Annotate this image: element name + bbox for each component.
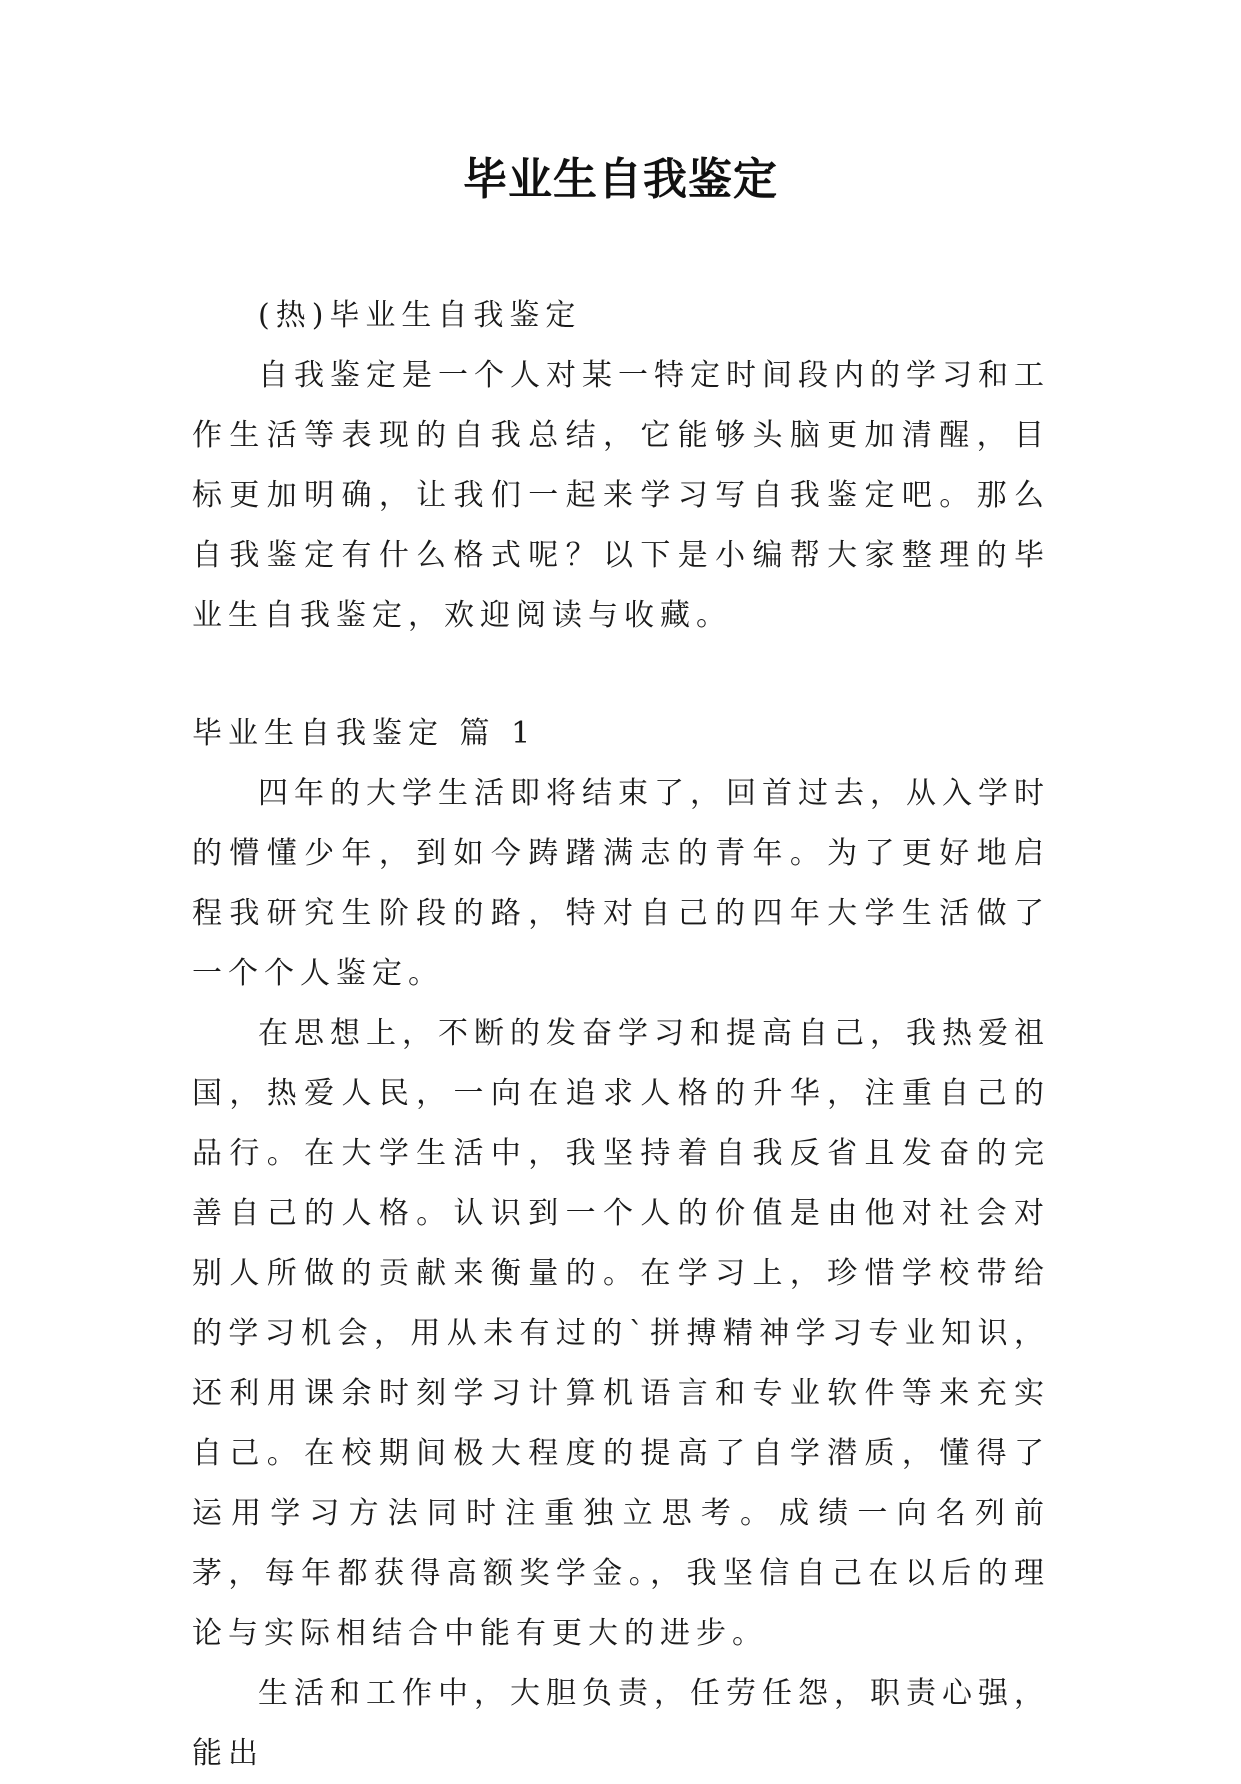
section-heading: 毕业生自我鉴定 篇 1 bbox=[192, 716, 537, 751]
section-paragraph: 在思想上，不断的发奋学习和提高自己，我热爱祖国，热爱人民，一向在追求人格的升华，注重自己的品行。在大学生活中，我坚持着自我反省且发奋的完善自己的人格。认识到一个人的价值是由他对社会对别人所做的贡献来衡量的。在学习上，珍惜学校带给的学习机会，用从未有过的`拼搏精神学习专业知识，还利用课余时刻学习计算机语言和专业软件等来充实自己。在校期间极大程度的提高了自学潜质，懂得了运用学习方法同时注重独立思考。成绩一向名列前茅，每年都获得高额奖学金。，我坚信自己在以后的理论与实际相结合中能有更大的进步。 bbox=[192, 1016, 1050, 1651]
document-body bbox=[192, 286, 1050, 1784]
section-paragraph: 四年的大学生活即将结束了，回首过去，从入学时的懵懂少年，到如今踌躇满志的青年。为了更好地启程我研究生阶段的路，特对自己的四年大学生活做了一个个人鉴定。 bbox=[192, 776, 1050, 991]
intro-label: (热)毕业生自我鉴定 bbox=[258, 298, 582, 333]
section-spacer bbox=[192, 646, 1050, 704]
document-title: 毕业生自我鉴定 bbox=[463, 154, 778, 205]
section-paragraph: 生活和工作中，大胆负责，任劳任怨，职责心强，能出 bbox=[192, 1676, 1050, 1771]
intro-paragraph: 自我鉴定是一个人对某一特定时间段内的学习和工作生活等表现的自我总结，它能够头脑更加清醒，目标更加明确，让我们一起来学习写自我鉴定吧。那么自我鉴定有什么格式呢？以下是小编帮大家整理的毕业生自我鉴定，欢迎阅读与收藏。 bbox=[192, 358, 1050, 633]
